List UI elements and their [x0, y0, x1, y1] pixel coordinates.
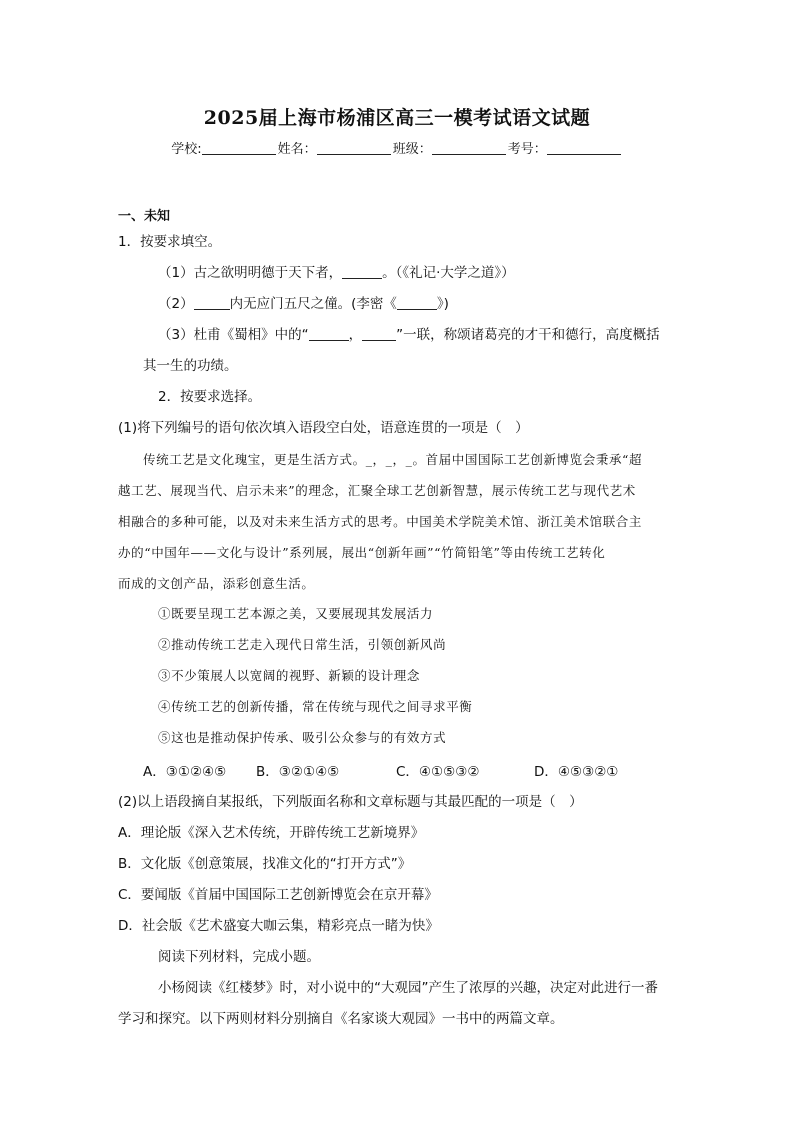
q1-item-3-text: （3）杜甫《蜀相》中的“ [158, 327, 309, 343]
reading-para-line-2: 学习和探究。以下两则材料分别摘自《名家谈大观园》一书中的两篇文章。 [118, 1011, 564, 1027]
sentence-1: ①既要呈现工艺本源之美，又要展现其发展活力 [158, 606, 434, 621]
sentence-2: ②推动传统工艺走入现代日常生活，引领创新风尚 [158, 637, 447, 652]
option-2c[interactable]: C．要闻版《首届中国国际工艺创新博览会在京开幕》 [118, 887, 438, 903]
option-2d[interactable]: D．社会版《艺术盛宴大咖云集，精彩亮点一睹为快》 [118, 918, 439, 934]
sentence-3: ③不少策展人以宽阔的视野、新颖的设计理念 [158, 668, 421, 683]
option-b[interactable]: B．③②①④⑤ [256, 764, 340, 780]
q1-item-1 [158, 261, 515, 281]
section-heading: 一、未知 [118, 209, 171, 224]
q1-item-2 [158, 292, 449, 312]
q1-item-2-blank-1[interactable] [194, 296, 230, 310]
q1-item-2-end: 》) [436, 296, 449, 312]
option-2a[interactable]: A．理论版《深入艺术传统，开辟传统工艺新境界》 [118, 825, 425, 841]
school-label: 学校: [171, 142, 202, 157]
q1-item-3 [158, 323, 660, 343]
q2-sub1-stem: (1)将下列编号的语句依次填入语段空白处，语意连贯的一项是（ ） [118, 420, 529, 436]
passage-line-3: 相融合的多种可能，以及对未来生活方式的思考。中国美术学院美术馆、浙江美术馆联合主 [118, 514, 643, 529]
student-info-line [0, 138, 794, 157]
school-blank[interactable] [202, 141, 276, 155]
name-label: 姓名： [277, 142, 317, 157]
option-a[interactable]: A．③①②④⑤ [143, 764, 227, 780]
passage-line-1: 传统工艺是文化瑰宝，更是生活方式。_，_，_。首届中国国际工艺创新博览会秉承“超 [143, 452, 643, 467]
q1-item-3-rest: ”一联，称颂诸葛亮的才干和德行，高度概括 [396, 327, 660, 343]
q1-item-2-mid: 内无应门五尺之僮。(李密《 [229, 296, 397, 312]
sentence-5: ⑤这也是推动保护传承、吸引公众参与的有效方式 [158, 730, 447, 745]
name-blank[interactable] [317, 141, 391, 155]
passage-line-5: 而成的文创产品，添彩创意生活。 [118, 576, 315, 591]
class-label: 班级： [392, 142, 432, 157]
q1-item-1-source: 。（《礼记·大学之道》） [382, 265, 515, 281]
q1-item-3-continued: 其一生的功绩。 [143, 358, 238, 374]
q1-item-1-blank[interactable] [342, 265, 382, 279]
q1-item-3-blank-2[interactable] [362, 327, 396, 341]
q1-item-3-blank-1[interactable] [309, 327, 349, 341]
q2-sub2-stem: (2)以上语段摘自某报纸，下列版面名称和文章标题与其最匹配的一项是（ ） [118, 794, 583, 810]
q1-item-2-text: （2） [158, 296, 194, 312]
reading-intro: 阅读下列材料，完成小题。 [158, 949, 320, 965]
q1-stem: 1．按要求填空。 [118, 234, 222, 250]
sentence-4: ④传统工艺的创新传播，常在传统与现代之间寻求平衡 [158, 699, 473, 714]
exam-number-blank[interactable] [547, 141, 621, 155]
class-blank[interactable] [432, 141, 506, 155]
passage-line-4: 办的“中国年——文化与设计”系列展，展出“创新年画”“竹简铅笔”等由传统工艺转化 [118, 545, 606, 560]
passage-line-2: 越工艺、展现当代、启示未来”的理念，汇聚全球工艺创新智慧，展示传统工艺与现代艺术 [118, 483, 636, 498]
exam-number-label: 考号： [507, 142, 547, 157]
reading-para-line-1: 小杨阅读《红楼梦》时，对小说中的“大观园”产生了浓厚的兴趣，决定对此进行一番 [158, 980, 658, 996]
option-d[interactable]: D．④⑤③②① [534, 764, 619, 780]
q1-item-1-text: （1）古之欲明明德于天下者， [158, 265, 343, 281]
option-c[interactable]: C．④①⑤③② [396, 764, 480, 780]
q1-item-3-comma: ， [348, 327, 363, 343]
q2-sub1-options [143, 760, 618, 780]
q1-item-2-blank-2[interactable] [397, 296, 437, 310]
q2-stem: 2．按要求选择。 [158, 389, 262, 405]
exam-title: 2025届上海市杨浦区高三一模考试语文试题 [203, 107, 591, 129]
option-2b[interactable]: B．文化版《创意策展，找准文化的“打开方式”》 [118, 856, 412, 872]
